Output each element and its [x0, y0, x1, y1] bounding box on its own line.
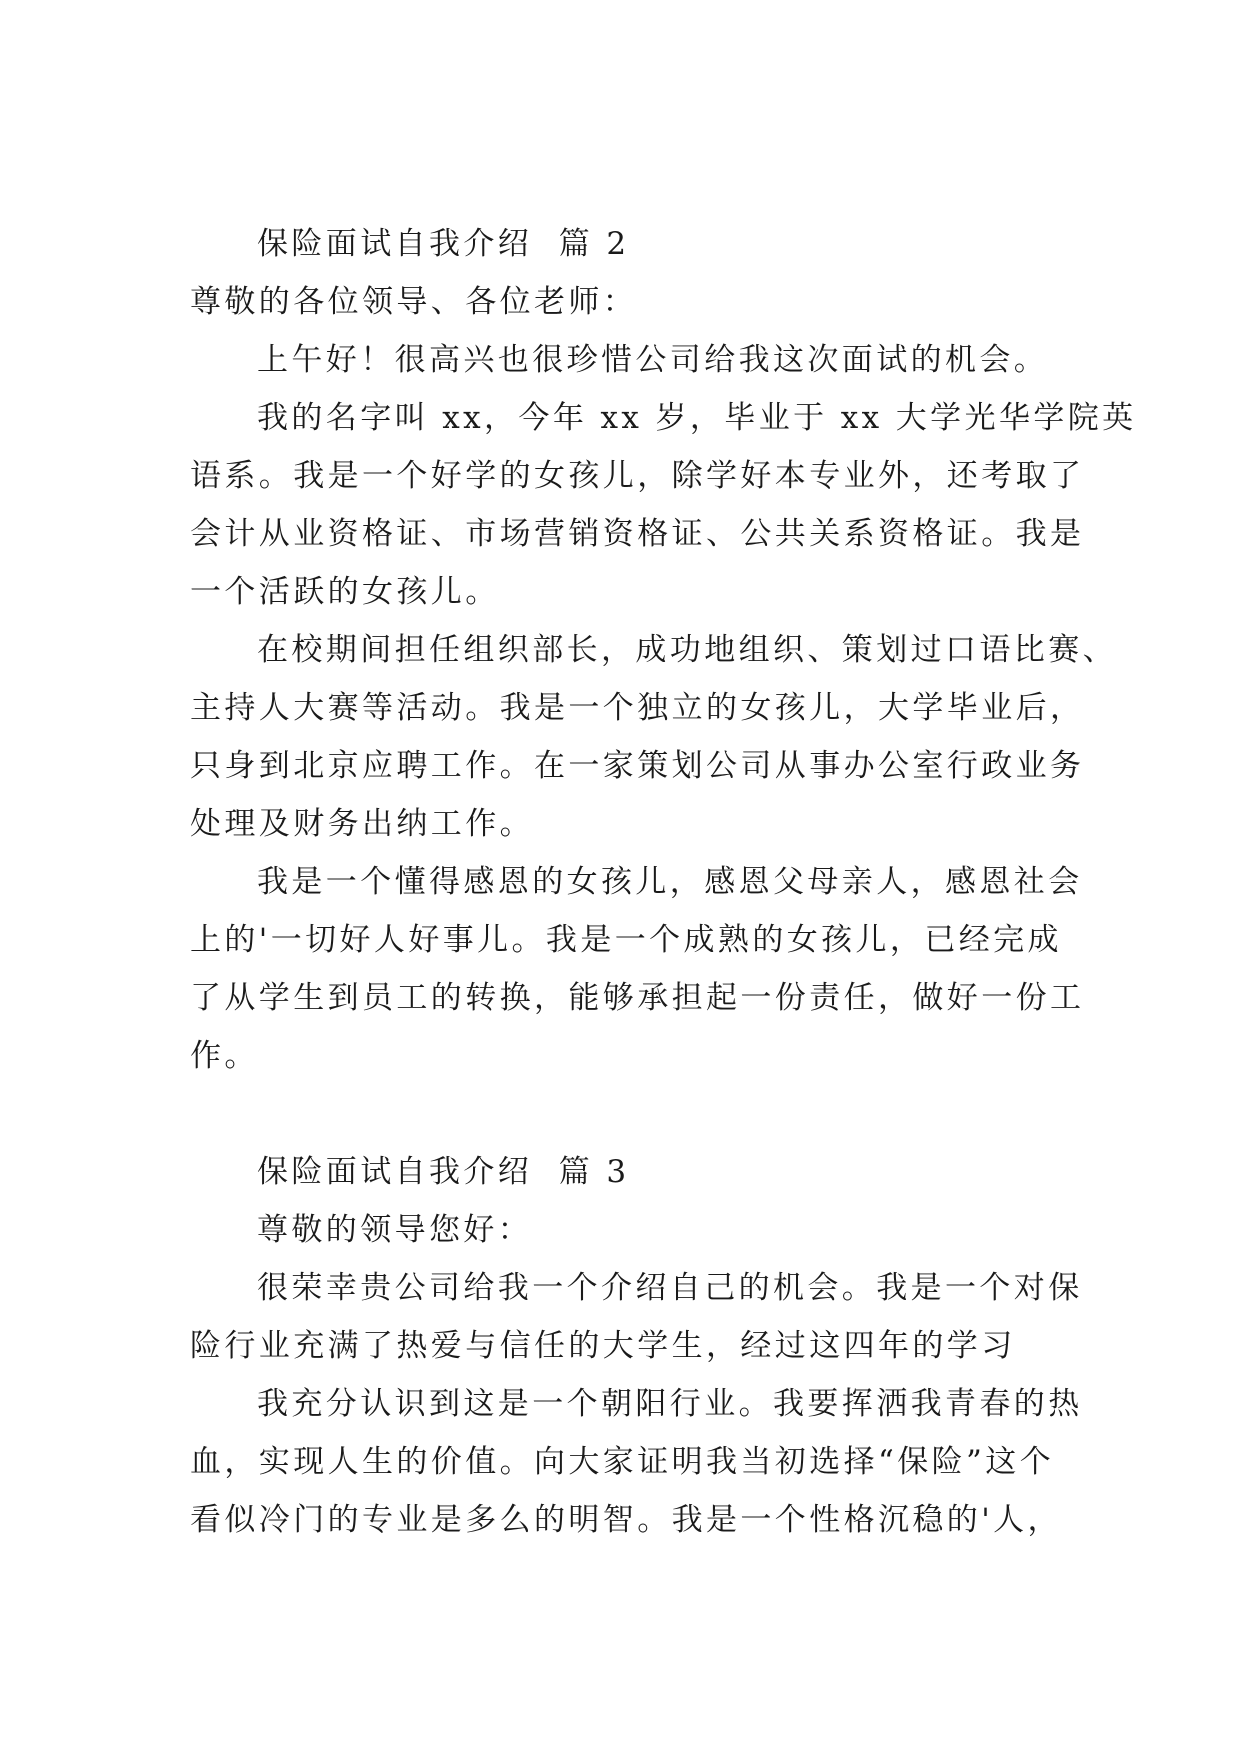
- paragraph-line: 险行业充满了热爱与信任的大学生，经过这四年的学习: [190, 1328, 1016, 1364]
- section-heading-2: 保险面试自我介绍 篇 2: [257, 226, 630, 262]
- paragraph-line: 我的名字叫 xx，今年 xx 岁，毕业于 xx 大学光华学院英: [257, 400, 1137, 436]
- paragraph-line: 了从学生到员工的转换，能够承担起一份责任，做好一份工: [190, 980, 1085, 1016]
- paragraph-line: 上午好！很高兴也很珍惜公司给我这次面试的机会。: [257, 342, 1049, 378]
- document-body: [190, 215, 1137, 1549]
- paragraph-line: 我是一个懂得感恩的女孩儿，感恩父母亲人，感恩社会: [257, 864, 1083, 900]
- paragraph-line: 会计从业资格证、市场营销资格证、公共关系资格证。我是: [190, 516, 1085, 552]
- paragraph-line: 处理及财务出纳工作。: [190, 806, 534, 842]
- paragraph-line: 语系。我是一个好学的女孩儿，除学好本专业外，还考取了: [190, 458, 1085, 494]
- paragraph-line: 主持人大赛等活动。我是一个独立的女孩儿，大学毕业后，: [190, 690, 1085, 726]
- paragraph-line: 一个活跃的女孩儿。: [190, 574, 500, 610]
- paragraph-line: 作。: [190, 1038, 259, 1074]
- section-heading-3: 保险面试自我介绍 篇 3: [257, 1154, 630, 1190]
- paragraph-line: 在校期间担任组织部长，成功地组织、策划过口语比赛、: [257, 632, 1117, 668]
- paragraph-line: 我充分认识到这是一个朝阳行业。我要挥洒我青春的热: [257, 1386, 1083, 1422]
- paragraph-line: 只身到北京应聘工作。在一家策划公司从事办公室行政业务: [190, 748, 1085, 784]
- salutation-2: 尊敬的各位领导、各位老师：: [190, 284, 638, 320]
- paragraph-line: 看似冷门的专业是多么的明智。我是一个性格沉稳的'人，: [190, 1502, 1062, 1538]
- paragraph-line: 血，实现人生的价值。向大家证明我当初选择“保险”这个: [190, 1444, 1055, 1480]
- salutation-3: 尊敬的领导您好：: [257, 1212, 533, 1248]
- paragraph-line: 很荣幸贵公司给我一个介绍自己的机会。我是一个对保: [257, 1270, 1083, 1306]
- section-gap: [190, 1085, 1070, 1143]
- paragraph-line: 上的'一切好人好事儿。我是一个成熟的女孩儿，已经完成: [190, 922, 1062, 958]
